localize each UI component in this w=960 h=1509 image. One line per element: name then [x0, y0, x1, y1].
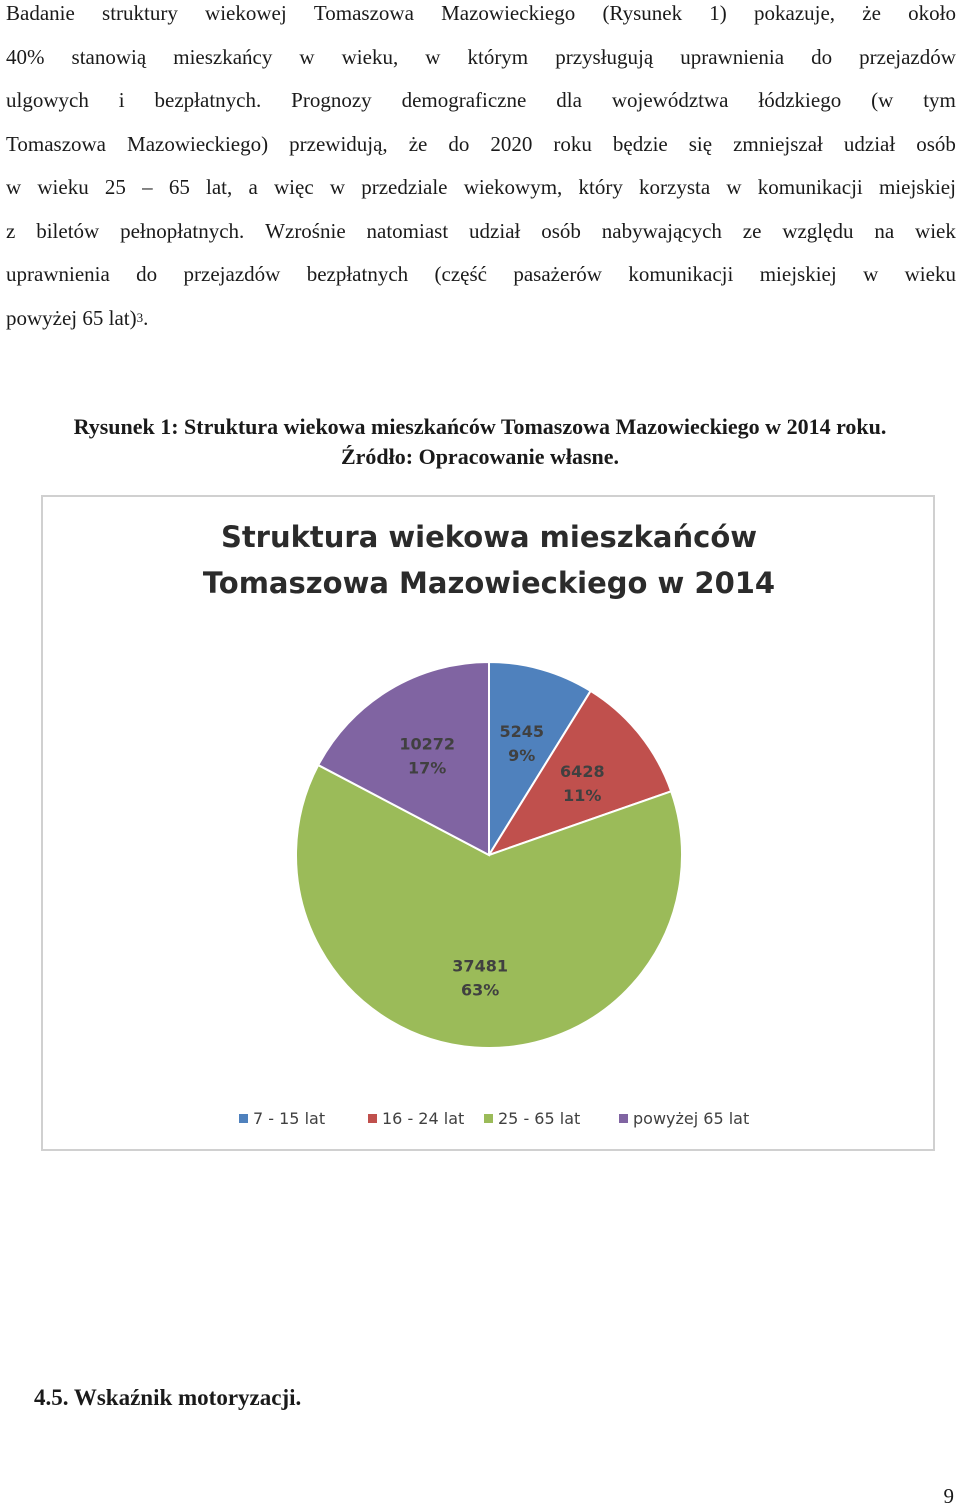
- word: a: [248, 175, 258, 199]
- word: w: [425, 44, 441, 69]
- figure-caption: Rysunek 1: Struktura wiekowa mieszkańców Tomaszowa Mazowieckiego w 2014 roku.: [73, 414, 887, 439]
- slice-value-label: 6428: [560, 762, 605, 782]
- word: wiekowej: [205, 1, 287, 25]
- word: udział: [843, 131, 896, 156]
- word: województwa: [611, 88, 729, 112]
- word: osób: [541, 218, 581, 243]
- paragraph-last-line-text: powyżej 65 lat): [6, 305, 137, 330]
- word: struktury: [102, 1, 178, 25]
- word: się: [688, 131, 713, 156]
- slice-percent-label: 11%: [563, 786, 602, 806]
- legend-label: 25 - 65 lat: [498, 1109, 581, 1128]
- word: roku: [553, 131, 592, 156]
- word: lat,: [206, 175, 233, 199]
- word: ze: [742, 218, 762, 243]
- word: przejazdów: [183, 262, 281, 286]
- paragraph-line: [6, 0, 956, 44]
- paragraph-line: [6, 174, 956, 218]
- word: Prognozy: [291, 88, 372, 112]
- word: natomiast: [366, 218, 449, 243]
- slice-value-label: 10272: [399, 734, 456, 754]
- word: do: [136, 262, 158, 286]
- slice-percent-label: 17%: [408, 758, 447, 778]
- word: Mazowieckiego): [127, 131, 269, 156]
- word: na: [874, 218, 895, 243]
- word: Wzrośnie: [265, 218, 346, 243]
- chart-title-line-1: Struktura wiekowa mieszkańców: [220, 520, 758, 554]
- paragraph-line: [6, 87, 956, 131]
- word: łódzkiego: [758, 88, 842, 112]
- word: którym: [467, 44, 529, 69]
- chart-title-line-2: Tomaszowa Mazowieckiego w 2014: [202, 566, 776, 600]
- word: (część: [434, 262, 487, 286]
- section-heading: 4.5. Wskaźnik motoryzacji.: [34, 1385, 302, 1410]
- paragraph-last-line: [6, 305, 956, 349]
- word: nabywających: [601, 218, 722, 243]
- word: Tomaszowa: [6, 131, 106, 156]
- word: przedziale: [361, 175, 448, 199]
- word: około: [908, 1, 956, 25]
- word: stanowią: [71, 44, 147, 69]
- slice-value-label: 37481: [452, 956, 508, 976]
- word: który: [578, 175, 623, 199]
- word: do: [448, 131, 470, 156]
- word: będzie: [612, 131, 668, 156]
- paragraph-line: [6, 44, 956, 88]
- word: –: [142, 175, 153, 199]
- word: bezpłatnych: [306, 262, 409, 286]
- word: Badanie: [6, 1, 75, 25]
- word: demograficzne: [401, 88, 527, 112]
- paragraph-end-punctuation: .: [143, 305, 149, 330]
- word: wieku: [904, 262, 956, 286]
- word: wiek: [915, 218, 956, 243]
- word: pokazuje,: [754, 1, 836, 25]
- legend-swatch: [368, 1114, 377, 1123]
- word: miejskiej: [878, 175, 956, 199]
- word: przysługują: [555, 44, 654, 69]
- body-paragraph: [6, 0, 956, 348]
- chart-legend: [239, 1109, 749, 1128]
- paragraph-line: [6, 131, 956, 175]
- pie-chart-svg: [43, 497, 933, 1149]
- slice-percent-label: 63%: [460, 980, 500, 1000]
- word: 40%: [6, 44, 45, 69]
- pie-chart: [41, 495, 935, 1151]
- word: (w: [871, 88, 894, 112]
- word: pasażerów: [513, 262, 602, 286]
- word: dla: [556, 88, 582, 112]
- word: 65: [168, 175, 190, 199]
- word: uprawnienia: [6, 262, 110, 286]
- word: 1): [709, 1, 727, 25]
- legend-label: powyżej 65 lat: [633, 1109, 750, 1128]
- word: (Rysunek: [602, 1, 683, 25]
- paragraph-line: [6, 261, 956, 305]
- word: zmniejszał: [733, 131, 823, 156]
- legend-label: 16 - 24 lat: [382, 1109, 465, 1128]
- word: że: [862, 1, 881, 25]
- word: w: [329, 175, 346, 199]
- legend-swatch: [239, 1114, 248, 1123]
- footnote-reference[interactable]: 3: [136, 309, 144, 325]
- word: i: [118, 88, 125, 112]
- slice-percent-label: 9%: [508, 745, 536, 765]
- word: pełnopłatnych.: [120, 218, 245, 243]
- word: korzysta: [639, 175, 711, 199]
- word: w: [6, 175, 22, 199]
- slice-value-label: 5245: [499, 721, 545, 741]
- word: względu: [782, 218, 854, 243]
- page-number: 9: [943, 1484, 954, 1508]
- word: mieszkańcy: [173, 44, 273, 69]
- word: miejskiej: [759, 262, 837, 286]
- word: ulgowych: [6, 88, 89, 112]
- paragraph-line: [6, 218, 956, 262]
- word: z: [6, 218, 16, 243]
- word: 25: [104, 175, 126, 199]
- word: w: [863, 262, 879, 286]
- word: Mazowieckiego: [441, 1, 576, 25]
- word: uprawnienia: [680, 44, 785, 69]
- legend-swatch: [484, 1114, 493, 1123]
- word: wieku,: [341, 44, 399, 69]
- word: w: [299, 44, 315, 69]
- figure-source: Źródło: Opracowanie własne.: [340, 444, 620, 469]
- word: osób: [916, 131, 956, 156]
- word: komunikacji: [757, 175, 863, 199]
- legend-label: 7 - 15 lat: [253, 1109, 326, 1128]
- word: że: [408, 131, 428, 156]
- word: komunikacji: [628, 262, 734, 286]
- word: do: [811, 44, 833, 69]
- word: przewidują,: [289, 131, 388, 156]
- word: bezpłatnych.: [154, 88, 262, 112]
- word: Tomaszowa: [313, 1, 414, 25]
- word: więc: [274, 175, 314, 199]
- word: udział: [469, 218, 521, 243]
- legend-swatch: [619, 1114, 628, 1123]
- word: w: [726, 175, 742, 199]
- word: wiekowym,: [463, 175, 563, 199]
- word: tym: [923, 88, 956, 112]
- word: wieku: [37, 175, 89, 199]
- word: biletów: [36, 218, 100, 243]
- word: przejazdów: [859, 44, 956, 69]
- word: 2020: [490, 131, 533, 156]
